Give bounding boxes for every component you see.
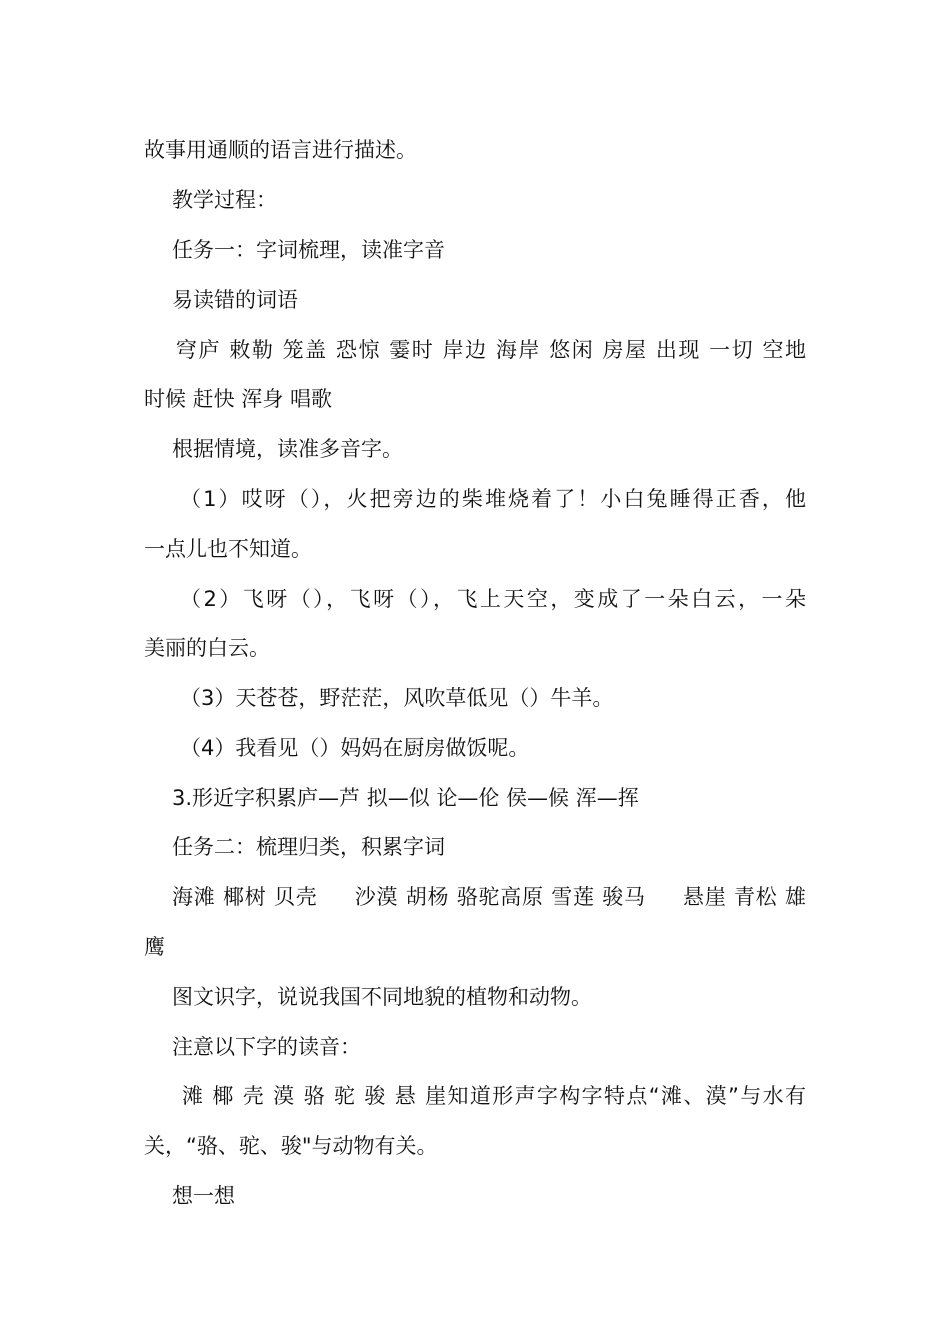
text-line: 图文识字，说说我国不同地貌的植物和动物。 <box>172 985 592 1009</box>
exercise-line: （2）飞呀（），飞呀（），飞上天空，变成了一朵白云，一朵 <box>180 587 806 611</box>
exercise-line: （1）哎呀（），火把旁边的柴堆烧着了！小白兔睡得正香，他 <box>180 487 806 511</box>
text-line: 关，“骆、驼、骏"与动物有关。 <box>144 1134 438 1158</box>
exercise-line: （4）我看见（）妈妈在厨房做饭呢。 <box>180 736 530 760</box>
task-heading: 任务二：梳理归类，积累字词 <box>172 835 445 859</box>
subheading: 注意以下字的读音： <box>172 1035 361 1059</box>
section-heading: 教学过程： <box>172 188 277 212</box>
subheading: 根据情境，读准多音字。 <box>172 437 403 461</box>
task-heading: 任务一：字词梳理，读准字音 <box>172 238 445 262</box>
text-line: 滩 椰 壳 漠 骆 驼 骏 悬 崖知道形声字构字特点“滩、漠”与水有 <box>182 1084 806 1108</box>
subheading: 易读错的词语 <box>172 288 298 312</box>
exercise-line: 一点儿也不知道。 <box>144 537 312 561</box>
word-list-line: 穹庐 敕勒 笼盖 恐惊 霎时 岸边 海岸 悠闲 房屋 出现 一切 空地 <box>176 338 806 362</box>
exercise-line: 美丽的白云。 <box>144 636 270 660</box>
text-line: 故事用通顺的语言进行描述。 <box>144 138 417 162</box>
word-list-line: 时候 赶快 浑身 唱歌 <box>144 387 333 411</box>
exercise-line: （3）天苍苍，野茫茫，风吹草低见（）牛羊。 <box>180 686 614 710</box>
word-list-line: 鹰 <box>144 935 165 959</box>
word-list-line: 海滩 椰树 贝壳 沙漠 胡杨 骆驼高原 雪莲 骏马 悬崖 青松 雄 <box>172 885 806 909</box>
subheading: 想一想 <box>172 1184 235 1208</box>
text-line: 3.形近字积累庐—芦 拟—似 论—伦 侯—候 浑—挥 <box>172 786 639 810</box>
